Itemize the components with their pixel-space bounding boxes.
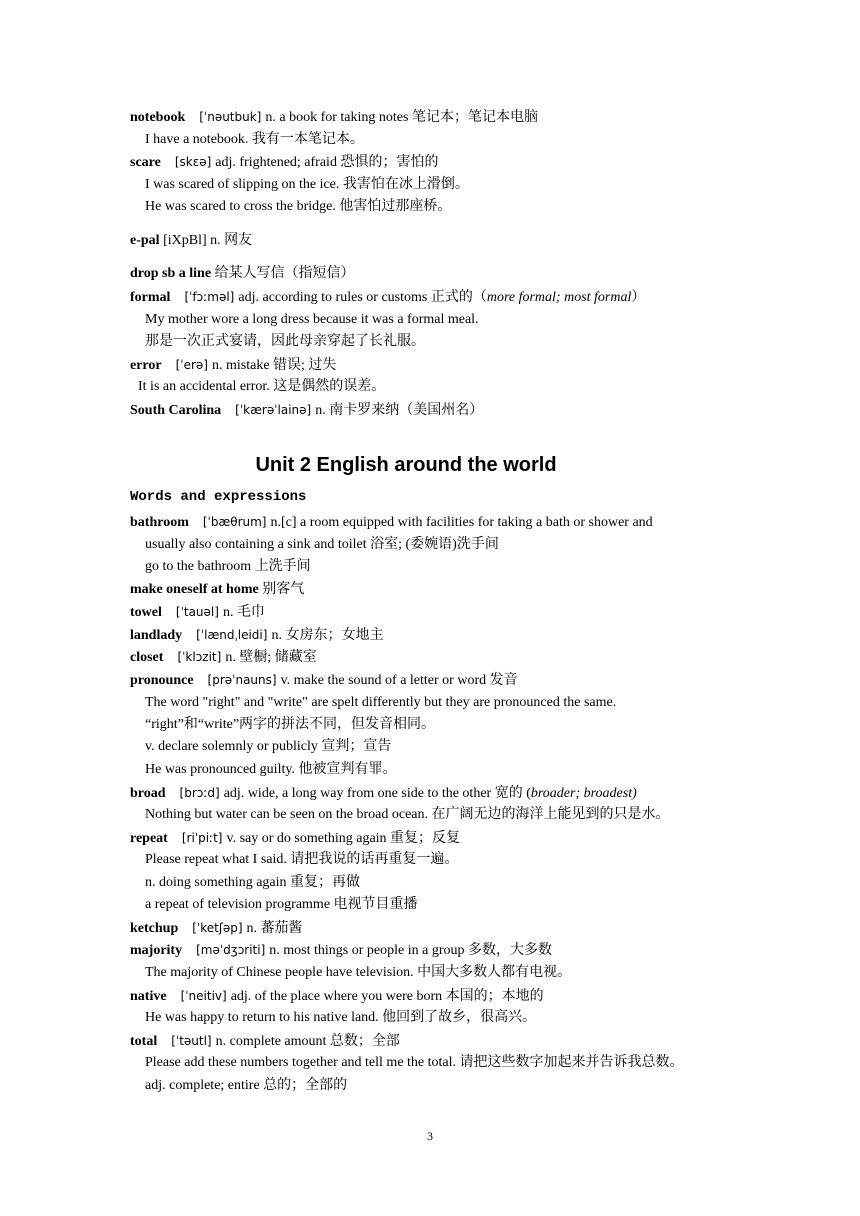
headword: ketchup (130, 921, 179, 936)
headword: error (130, 358, 162, 373)
phonetic: [ˈfɔːməl] (184, 290, 235, 304)
phonetic: [ˈtəutl] (171, 1034, 212, 1048)
definition: adj. frightened; afraid 恐惧的；害怕的 (215, 155, 439, 170)
phonetic: [ˈbæθrum] (202, 515, 267, 529)
definition: 给某人写信（指短信） (214, 266, 355, 281)
entry-line (130, 784, 637, 803)
headword: drop sb a line (130, 266, 212, 281)
phonetic: [ˈlændˌleidi] (196, 628, 268, 642)
example-line: a repeat of television programme 电视节目重播 (145, 897, 418, 912)
entry-line (130, 671, 518, 690)
definition: n. most things or people in a group 多数，大多数 (269, 943, 552, 958)
unit-title: Unit 2 English around the world (255, 454, 557, 476)
headword: pronounce (130, 673, 194, 688)
example-line: The word "right" and "write" are spelt differently but they are pronounced the same. (145, 695, 617, 710)
headword: total (130, 1034, 158, 1049)
headword: closet (130, 650, 164, 665)
entry-line (130, 265, 355, 283)
phonetic: [prəˈnauns] (207, 673, 277, 687)
example-line: adj. complete; entire 总的；全部的 (145, 1078, 348, 1093)
closing-paren: ） (631, 290, 646, 305)
phonetic: [məˈdʒɔriti] (196, 943, 266, 957)
example-line: The majority of Chinese people have television. 中国大多数人都有电视。 (145, 965, 572, 980)
page-number: 3 (427, 1129, 433, 1143)
example-line: go to the bathroom 上洗手间 (145, 559, 311, 574)
entry-line (130, 919, 303, 938)
headword: towel (130, 605, 162, 620)
definition: n. a book for taking notes 笔记本；笔记本电脑 (265, 110, 538, 125)
definition: [iXpBl] n. 网友 (163, 233, 253, 248)
headword: repeat (130, 831, 168, 846)
definition: n. mistake 错误; 过失 (211, 358, 337, 373)
example-line: n. doing something again 重复；再做 (145, 875, 361, 890)
example-line: Please add these numbers together and tell me the total. 请把这些数字加起来并告诉我总数。 (145, 1055, 684, 1070)
entry-line (130, 626, 383, 645)
definition: n. 壁橱; 储藏室 (225, 650, 317, 665)
comparative-forms: broader; broadest) (530, 786, 637, 801)
phonetic: [ˈtauəl] (175, 605, 219, 619)
headword: South Carolina (130, 403, 222, 418)
definition: adj. of the place where you were born 本国的；本地的 (230, 989, 544, 1004)
definition: n. complete amount 总数；全部 (215, 1034, 400, 1049)
entry-line (130, 987, 544, 1006)
example-line: Please repeat what I said. 请把我说的话再重复一遍。 (145, 852, 459, 867)
definition: v. say or do something again 重复；反复 (226, 831, 461, 846)
definition: n.[c] a room equipped with facilities for taking a bath or shower and (270, 515, 653, 530)
phonetic: [ˈkærəˈlainə] (235, 403, 312, 417)
entry-line (130, 401, 483, 420)
entry-line (130, 108, 538, 127)
entry-line (130, 603, 265, 622)
headword: make oneself at home (130, 582, 259, 597)
phonetic: [brɔːd] (179, 786, 220, 800)
headword: landlady (130, 628, 183, 643)
example-line: My mother wore a long dress because it was a formal meal. (145, 312, 479, 327)
phonetic: [ˈnəutbuk] (199, 110, 262, 124)
entry-line (130, 288, 645, 307)
entry-line (130, 829, 460, 848)
example-line: He was scared to cross the bridge. 他害怕过那座桥。 (145, 199, 452, 214)
headword: scare (130, 155, 161, 170)
example-line: It is an accidental error. 这是偶然的误差。 (138, 379, 386, 394)
definition: n. 南卡罗来纳（美国州名） (315, 403, 484, 418)
phonetic: [ˈketʃəp] (192, 921, 243, 935)
phonetic: [riˈpiːt] (181, 831, 223, 845)
entry-line (130, 648, 317, 667)
headword: broad (130, 786, 166, 801)
example-line: I was scared of slipping on the ice. 我害怕在冰上滑倒。 (145, 177, 469, 192)
entry-line (130, 513, 653, 532)
phonetic: [ˈerə] (175, 358, 208, 372)
entry-line (130, 356, 336, 375)
section-subheading: Words and expressions (130, 489, 307, 505)
definition: v. make the sound of a letter or word 发音 (280, 673, 518, 688)
definition: n. 毛巾 (222, 605, 265, 620)
phonetic: [ˈneitiv] (180, 989, 227, 1003)
definition: adj. according to rules or customs 正式的（ (238, 290, 487, 305)
example-line: usually also containing a sink and toilet 浴室; (委婉语)洗手间 (145, 537, 499, 552)
entry-line (130, 1032, 400, 1051)
entry-line (130, 232, 252, 250)
example-line: 那是一次正式宴请，因此母亲穿起了长礼服。 (145, 334, 425, 349)
comparative-forms: more formal; most formal (486, 290, 632, 305)
headword: bathroom (130, 515, 189, 530)
entry-line (130, 941, 552, 960)
definition: 别客气 (262, 582, 305, 597)
phonetic: [ˈklɔzit] (177, 650, 222, 664)
headword: majority (130, 943, 183, 958)
definition: n. 女房东；女地主 (271, 628, 384, 643)
headword: notebook (130, 110, 186, 125)
example-line: He was happy to return to his native land. 他回到了故乡，很高兴。 (145, 1010, 537, 1025)
headword: native (130, 989, 167, 1004)
example-line: I have a notebook. 我有一本笔记本。 (145, 132, 364, 147)
definition: n. 蕃茄酱 (246, 921, 303, 936)
example-line: He was pronounced guilty. 他被宣判有罪。 (145, 762, 397, 777)
phonetic: [skɛə] (174, 155, 212, 169)
definition: adj. wide, a long way from one side to the other 宽的 ( (223, 786, 531, 801)
entry-line (130, 581, 304, 599)
headword: formal (130, 290, 171, 305)
example-line: “right”和“write”两字的拼法不同，但发音相同。 (145, 717, 436, 732)
entry-line (130, 153, 438, 172)
example-line: v. declare solemnly or publicly 宣判；宣告 (145, 739, 392, 754)
headword: e-pal (130, 233, 160, 248)
example-line: Nothing but water can be seen on the broad ocean. 在广阔无边的海洋上能见到的只是水。 (145, 807, 670, 822)
